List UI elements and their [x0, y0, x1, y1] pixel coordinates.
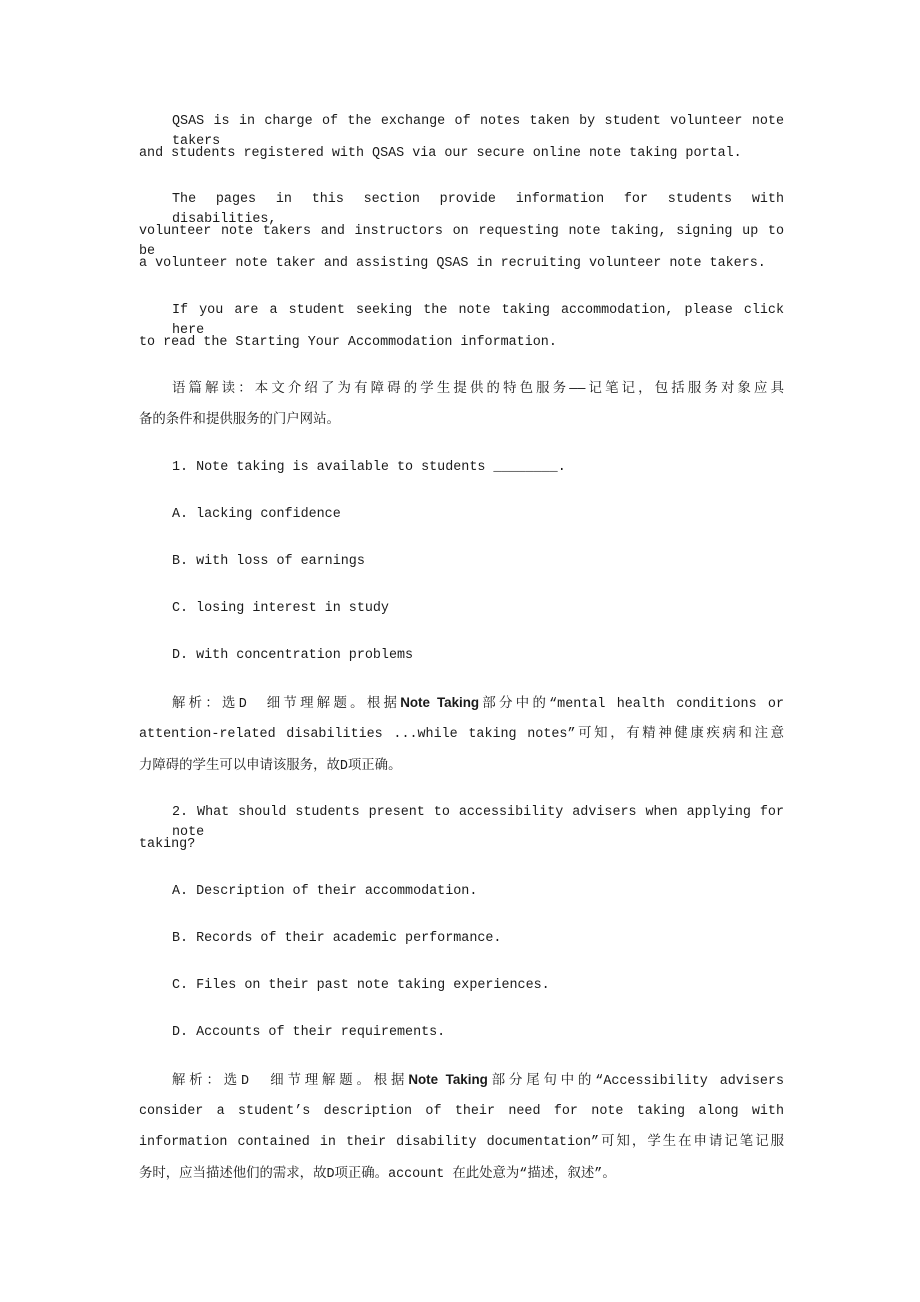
text-segment: and students registered with QSAS via our secure online note taking portal. — [139, 146, 742, 161]
text-line — [172, 599, 389, 619]
text-line — [139, 725, 784, 745]
text-line — [172, 803, 784, 840]
text-segment: taking? — [139, 837, 196, 852]
text-line — [139, 835, 195, 855]
text-segment: QSAS is in charge of the exchange of notes taken by student volunteer note takers — [172, 114, 784, 149]
text-line — [139, 411, 340, 431]
text-segment: consider a student’s description of their need for note taking along with — [139, 1104, 784, 1119]
text-line — [172, 505, 341, 525]
text-segment: D. Accounts of their requirements. — [172, 1025, 446, 1040]
text-line — [172, 301, 784, 338]
text-segment: C. Files on their past note taking experiences. — [172, 978, 550, 993]
bold-term: Note Taking — [400, 695, 480, 710]
text-line — [139, 222, 784, 259]
text-segment: B. Records of their academic performance. — [172, 931, 502, 946]
text-segment: 解析：选D 细节理解题。根据 — [172, 697, 401, 712]
text-segment: 力障碍的学生可以申请该服务，故D项正确。 — [139, 759, 402, 774]
text-segment: D. with concentration problems — [172, 648, 414, 663]
text-line — [172, 929, 501, 949]
text-segment: A. lacking confidence — [172, 507, 341, 522]
text-segment: 语篇解读：本文介绍了为有障碍的学生提供的特色服务——记笔记，包括服务对象应具 — [172, 382, 784, 397]
text-segment: 务时，应当描述他们的需求，故D项正确。account 在此处意为“描述，叙述”。 — [139, 1167, 616, 1182]
text-segment: information contained in their disability documentation”可知，学生在申请记笔记服 — [139, 1135, 784, 1150]
text-line — [172, 976, 550, 996]
text-segment: a volunteer note taker and assisting QSAS in recruiting volunteer note takers. — [139, 256, 766, 271]
text-line — [172, 882, 477, 902]
text-line — [139, 1165, 616, 1185]
text-segment: 部分中的“mental health conditions or — [479, 697, 785, 712]
text-segment: 1. Note taking is available to students ________. — [172, 460, 566, 475]
text-line — [172, 693, 784, 713]
text-segment: 解析：选D 细节理解题。根据 — [172, 1074, 409, 1089]
text-line — [172, 646, 413, 666]
text-segment: B. with loss of earnings — [172, 554, 365, 569]
text-line — [172, 552, 365, 572]
text-segment: A. Description of their accommodation. — [172, 884, 478, 899]
text-segment: If you are a student seeking the note taking accommodation, please click here — [172, 303, 784, 338]
text-line — [172, 190, 784, 227]
text-line — [139, 144, 742, 164]
text-segment: to read the Starting Your Accommodation information. — [139, 335, 557, 350]
bold-term: Note Taking — [408, 1072, 488, 1087]
text-line — [139, 1133, 784, 1153]
text-segment: attention-related disabilities ...while taking notes”可知，有精神健康疾病和注意 — [139, 727, 784, 742]
text-segment: The pages in this section provide information for students with disabilities, — [172, 192, 784, 227]
text-line — [172, 380, 784, 400]
text-segment: 备的条件和提供服务的门户网站。 — [139, 413, 340, 428]
text-line — [172, 112, 784, 149]
text-line — [172, 1070, 784, 1090]
text-line — [139, 254, 766, 274]
text-segment: volunteer note takers and instructors on requesting note taking, signing up to be — [139, 224, 784, 259]
text-line — [139, 757, 401, 777]
text-line — [139, 333, 557, 353]
text-segment: C. losing interest in study — [172, 601, 389, 616]
text-line — [139, 1102, 784, 1122]
text-segment: 2. What should students present to accessibility advisers when applying for note — [172, 805, 784, 840]
text-line — [172, 1023, 445, 1043]
text-line — [172, 458, 566, 478]
text-segment: 部分尾句中的“Accessibility advisers — [487, 1074, 784, 1089]
